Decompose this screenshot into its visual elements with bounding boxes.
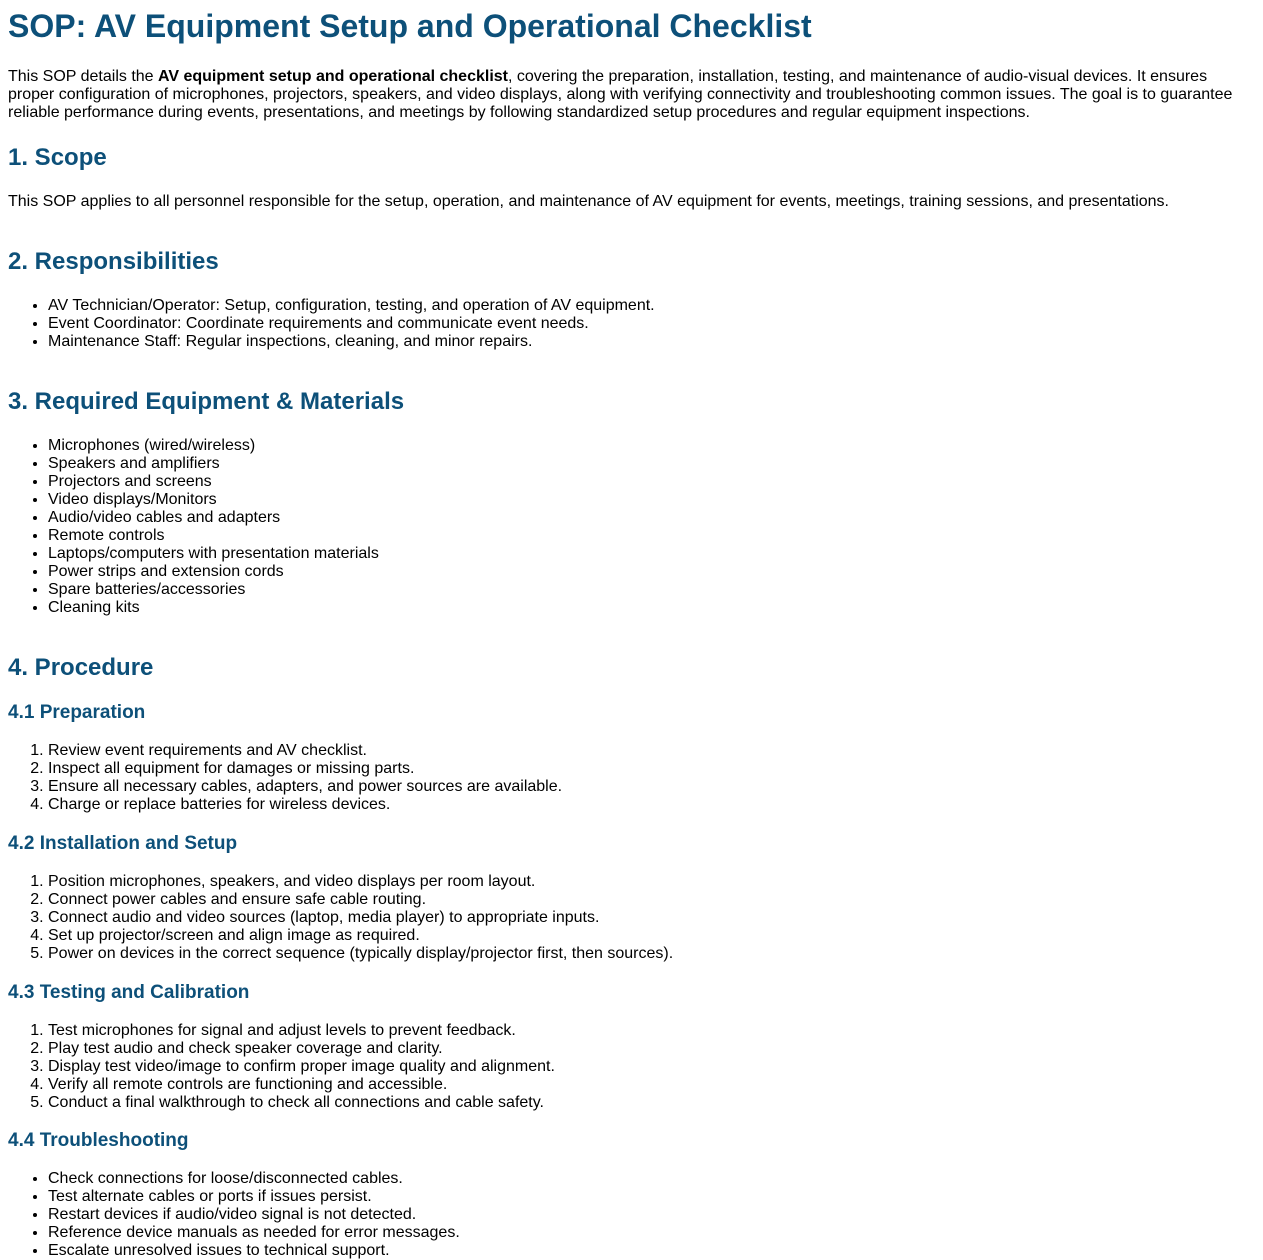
list-item: • Test alternate cables or ports if issues persist. — [48, 1188, 1255, 1206]
list-item: • Escalate unresolved issues to technical support. — [48, 1242, 1255, 1260]
testing-list — [8, 1022, 1255, 1112]
installation-heading: 4.2 Installation and Setup — [8, 833, 238, 854]
list-item: 5. Conduct a final walkthrough to check all connections and cable safety. — [48, 1094, 1255, 1112]
responsibilities-heading: 2. Responsibilities — [8, 248, 219, 275]
intro-bold-text: AV equipment setup and operational checklist — [158, 68, 508, 85]
equipment-list — [8, 437, 1255, 617]
list-item: 3. Connect audio and video sources (laptop, media player) to appropriate inputs. — [48, 909, 1255, 927]
scope-text: This SOP applies to all personnel responsible for the setup, operation, and maintenance of AV equipment for events, meetings, training sessions, and presentations. — [8, 193, 1169, 210]
list-item: • Restart devices if audio/video signal is not detected. — [48, 1206, 1255, 1224]
list-item: • Power strips and extension cords — [48, 563, 1255, 581]
intro-text-start: This SOP details the — [8, 68, 158, 85]
preparation-heading: 4.1 Preparation — [8, 702, 146, 723]
list-item: • Check connections for loose/disconnected cables. — [48, 1170, 1255, 1188]
page-title: SOP: AV Equipment Setup and Operational Checklist — [8, 8, 812, 44]
list-item: 4. Set up projector/screen and align image as required. — [48, 927, 1255, 945]
intro-paragraph — [8, 68, 1255, 122]
testing-heading: 4.3 Testing and Calibration — [8, 982, 250, 1003]
list-item: • Maintenance Staff: Regular inspections, cleaning, and minor repairs. — [48, 333, 1255, 351]
list-item: 3. Display test video/image to confirm proper image quality and alignment. — [48, 1058, 1255, 1076]
list-item: 2. Play test audio and check speaker coverage and clarity. — [48, 1040, 1255, 1058]
equipment-heading: 3. Required Equipment & Materials — [8, 388, 405, 415]
list-item: 1. Position microphones, speakers, and video displays per room layout. — [48, 873, 1255, 891]
list-item: • Microphones (wired/wireless) — [48, 437, 1255, 455]
scope-heading: 1. Scope — [8, 144, 107, 171]
list-item: • Remote controls — [48, 527, 1255, 545]
list-item: 2. Connect power cables and ensure safe cable routing. — [48, 891, 1255, 909]
list-item: • Event Coordinator: Coordinate requirements and communicate event needs. — [48, 315, 1255, 333]
list-item: • Reference device manuals as needed for error messages. — [48, 1224, 1255, 1242]
list-item: • AV Technician/Operator: Setup, configuration, testing, and operation of AV equipment. — [48, 297, 1255, 315]
list-item: 4. Charge or replace batteries for wireless devices. — [48, 796, 1255, 814]
list-item: • Video displays/Monitors — [48, 491, 1255, 509]
intro-text-end: , covering the preparation, installation, testing, and maintenance of audio-visual devices. It ensures proper configuration of microphones, projectors, speakers, and video displays, along with verifying connectivity and troubleshooting common issues. The goal is to guarantee reliable performance during events, presentations, and meetings by following standardized setup procedures and regular equipment inspections. — [8, 68, 1233, 121]
list-item: 1. Review event requirements and AV checklist. — [48, 742, 1255, 760]
list-item: 4. Verify all remote controls are functioning and accessible. — [48, 1076, 1255, 1094]
troubleshooting-heading: 4.4 Troubleshooting — [8, 1130, 189, 1151]
installation-list — [8, 873, 1255, 963]
list-item: • Cleaning kits — [48, 599, 1255, 617]
responsibilities-list — [8, 297, 1255, 351]
troubleshooting-list — [8, 1170, 1255, 1260]
document — [0, 6, 1263, 1260]
list-item: 5. Power on devices in the correct sequence (typically display/projector first, then sources). — [48, 945, 1255, 963]
list-item: 2. Inspect all equipment for damages or missing parts. — [48, 760, 1255, 778]
preparation-list — [8, 742, 1255, 814]
list-item: 1. Test microphones for signal and adjust levels to prevent feedback. — [48, 1022, 1255, 1040]
list-item: • Projectors and screens — [48, 473, 1255, 491]
list-item: • Laptops/computers with presentation materials — [48, 545, 1255, 563]
procedure-heading: 4. Procedure — [8, 654, 154, 681]
list-item: • Speakers and amplifiers — [48, 455, 1255, 473]
list-item: • Spare batteries/accessories — [48, 581, 1255, 599]
list-item: 3. Ensure all necessary cables, adapters, and power sources are available. — [48, 778, 1255, 796]
list-item: • Audio/video cables and adapters — [48, 509, 1255, 527]
